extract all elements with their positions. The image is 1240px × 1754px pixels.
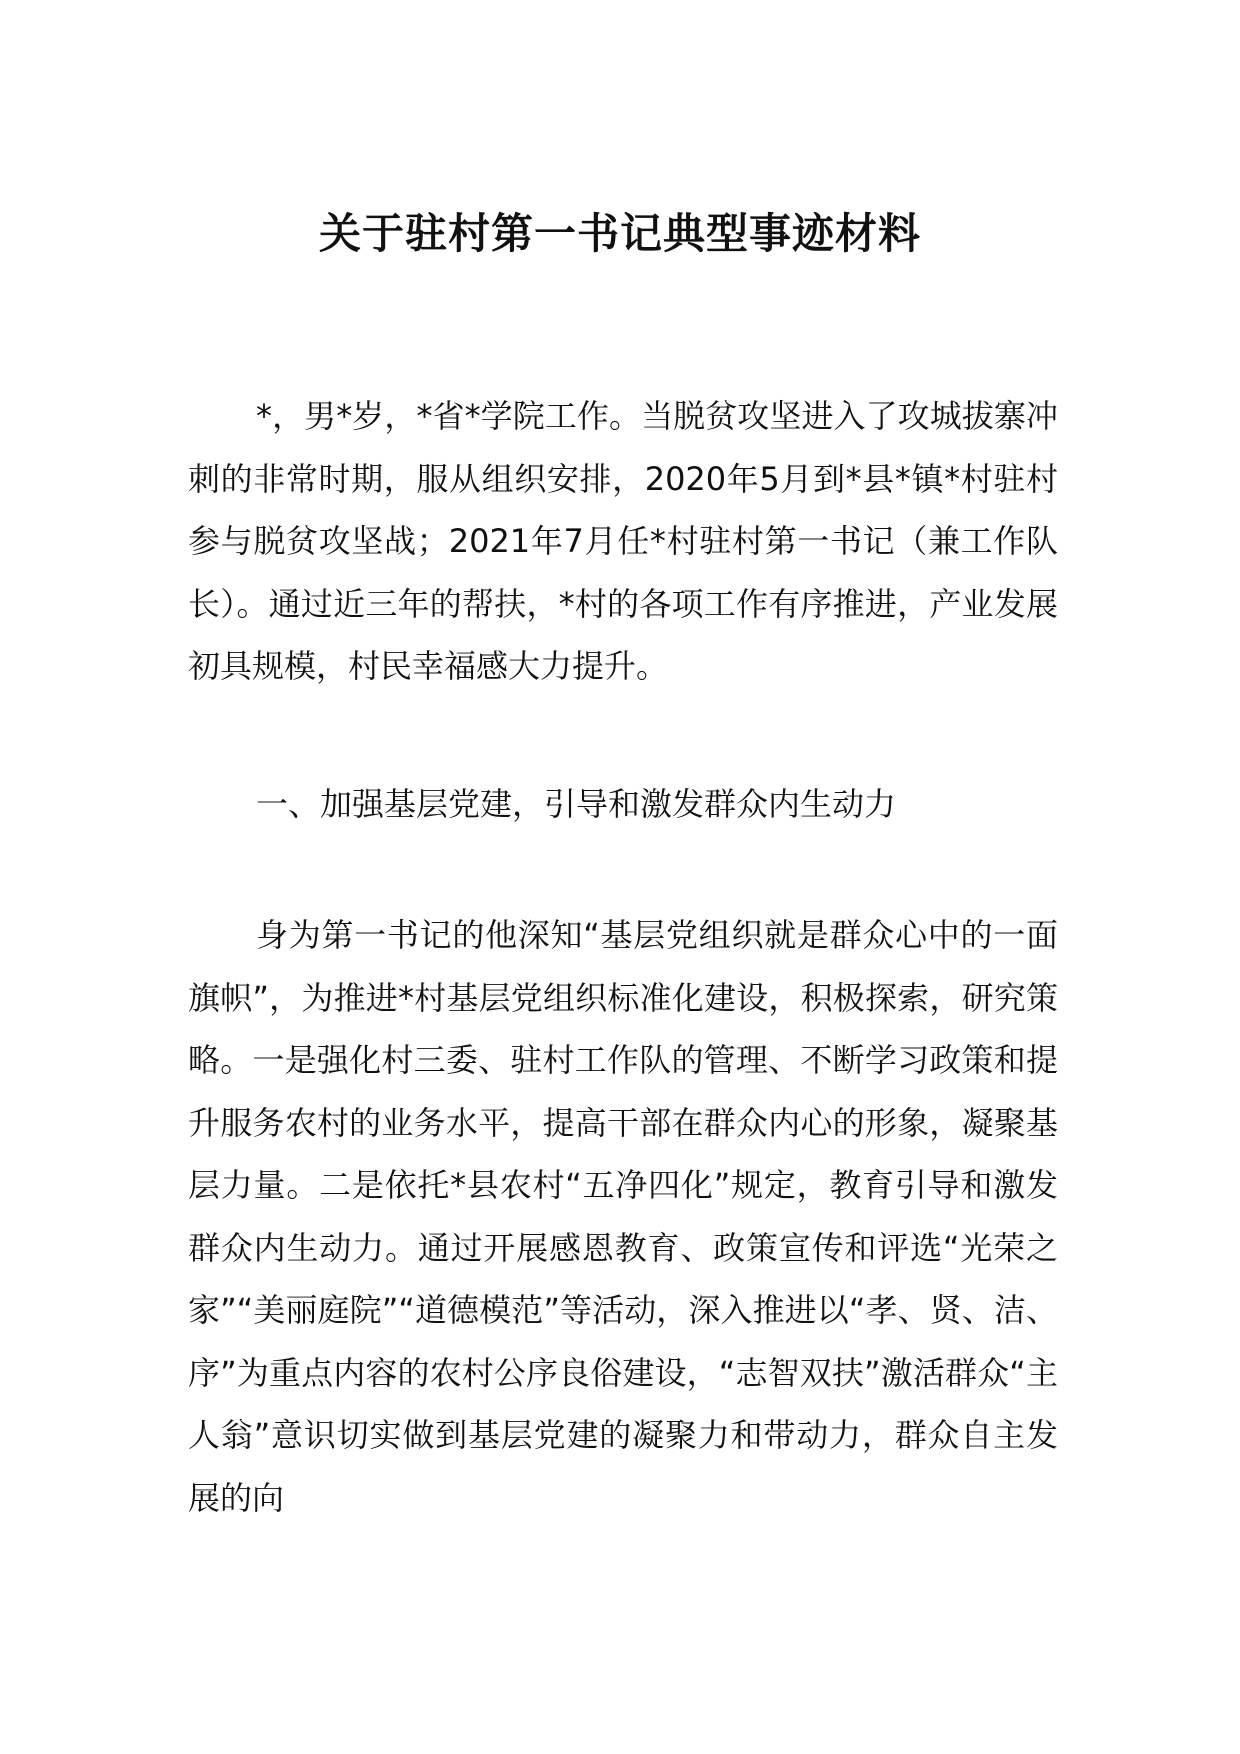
document-title: 关于驻村第一书记典型事迹材料 (318, 209, 921, 258)
intro-paragraph: *，男*岁，*省*学院工作。当脱贫攻坚进入了攻城拔寨冲刺的非常时期，服从组织安排，2020年5月到*县*镇*村驻村参与脱贫攻坚战；2021年7月任*村驻村第一书记（兼工作队长）。通过近三年的帮扶，*村的各项工作有序推进，产业发展初具规模，村民幸福感大力提升。 (188, 397, 1058, 685)
section-heading: 一、加强基层党建，引导和激发群众内生动力 (256, 785, 897, 823)
section-paragraph: 身为第一书记的他深知“基层党组织就是群众心中的一面旗帜”，为推进*村基层党组织标准化建设，积极探索，研究策略。一是强化村三委、驻村工作队的管理、不断学习政策和提升服务农村的业务水平，提高干部在群众内心的形象，凝聚基层力量。二是依托*县农村“五净四化”规定，教育引导和激发群众内生动力。通过开展感恩教育、政策宣传和评选“光荣之家”“美丽庭院”“道德模范”等活动，深入推进以“孝、贤、洁、序”为重点内容的农村公序良俗建设，“志智双扶”激活群众“主人翁”意识切实做到基层党建的凝聚力和带动力，群众自主发展的向 (188, 916, 1058, 1517)
